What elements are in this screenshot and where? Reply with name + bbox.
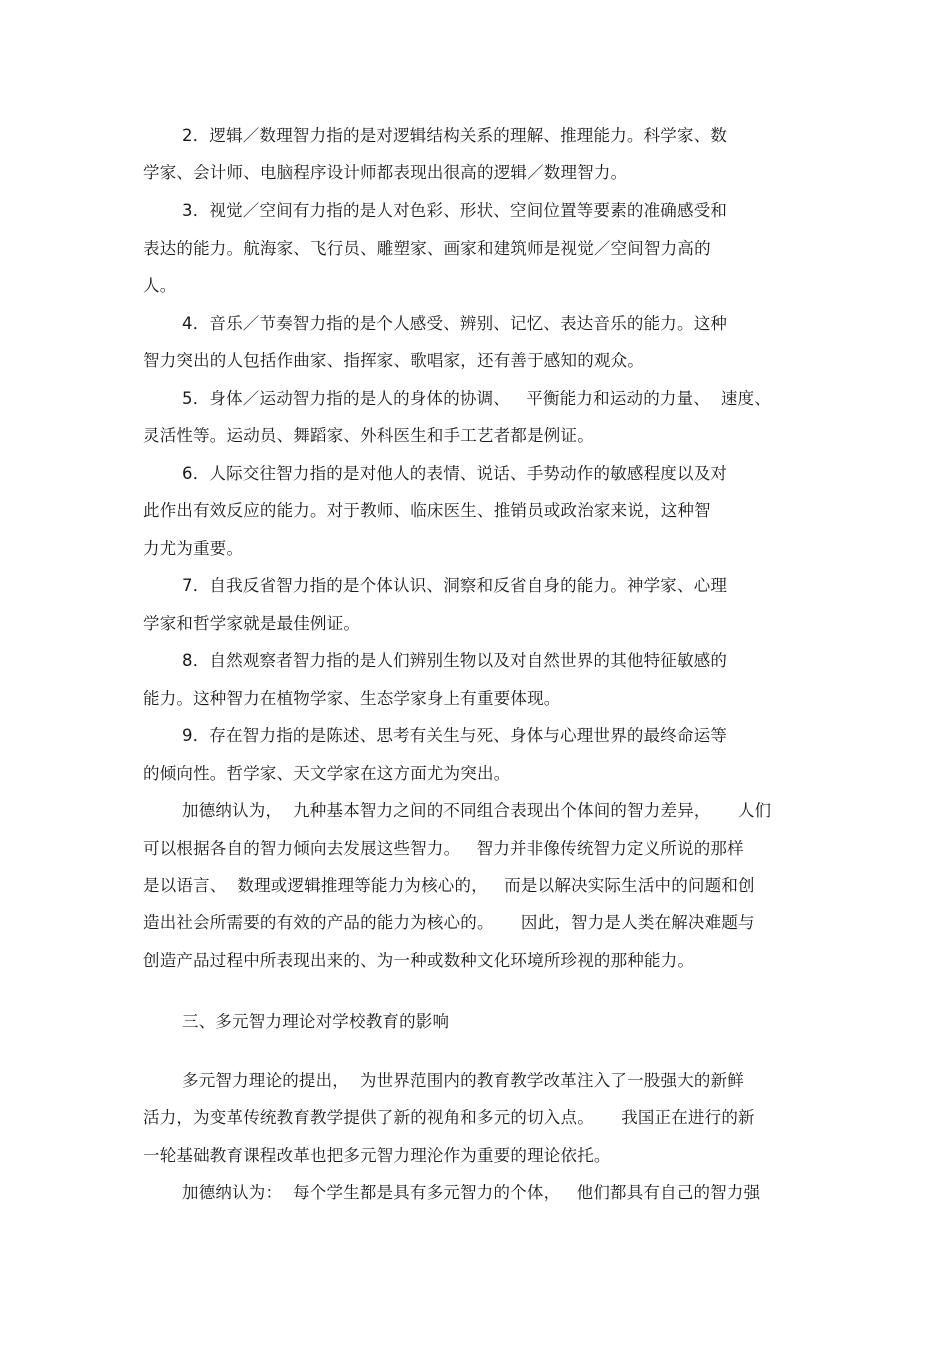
paragraph-line: 此作出有效反应的能力。对于教师、临床医生、推销员或政治家来说，这种智 [143,501,711,520]
paragraph-line: 活力，为变革传统教育教学提供了新的视角和多元的切入点。 我国正在进行的新 [143,1108,755,1127]
paragraph-line: 人。 [143,276,177,295]
paragraph-line: 2．逻辑／数理智力指的是对逻辑结构关系的理解、推理能力。科学家、数 [182,126,728,145]
paragraph-line: 的倾向性。哲学家、天文学家在这方面尤为突出。 [143,764,511,783]
paragraph-line: 学家和哲学家就是最佳例证。 [143,614,361,633]
paragraph-line: 力尤为重要。 [143,539,244,558]
paragraph-line: 灵活性等。运动员、舞蹈家、外科医生和手工艺者都是例证。 [143,426,594,445]
paragraph-line: 5．身体／运动智力指的是人的身体的协调、 平衡能力和运动的力量、 速度、 [182,389,772,408]
paragraph-line: 造出社会所需要的有效的产品的能力为核心的。 因此，智力是人类在解决难题与 [143,913,755,932]
paragraph-line: 创造产品过程中所表现出来的、为一种或数种文化环境所珍视的那种能力。 [143,951,695,970]
paragraph-line: 是以语言、 数理或逻辑推理等能力为核心的， 而是以解决实际生活中的问题和创 [143,876,755,895]
paragraph-line: 7．自我反省智力指的是个体认识、洞察和反省自身的能力。神学家、心理 [182,576,728,595]
paragraph-line: 9．存在智力指的是陈述、思考有关生与死、身体与心理世界的最终命运等 [182,726,728,745]
paragraph-line: 4．音乐／节奏智力指的是个人感受、辨别、记忆、表达音乐的能力。这种 [182,314,728,333]
paragraph-line: 6．人际交往智力指的是对他人的表情、说话、手势动作的敏感程度以及对 [182,464,728,483]
section-heading: 三、多元智力理论对学校教育的影响 [182,1012,450,1031]
paragraph-line: 学家、会计师、电脑程序设计师都表现出很高的逻辑／数理智力。 [143,163,628,182]
paragraph-line: 能力。这种智力在植物学家、生态学家身上有重要体现。 [143,689,561,708]
paragraph-line: 加德纳认为， 九种基本智力之间的不同组合表现出个体间的智力差异， 人们 [182,801,772,820]
paragraph-line: 多元智力理论的提出， 为世界范围内的教育教学改革注入了一股强大的新鲜 [182,1071,744,1090]
paragraph-line: 一轮基础教育课程改革也把多元智力理沦作为重要的理论依托。 [143,1146,611,1165]
paragraph-line: 表达的能力。航海家、飞行员、雕塑家、画家和建筑师是视觉／空间智力高的 [143,239,711,258]
paragraph-line: 加德纳认为： 每个学生都是具有多元智力的个体， 他们都具有自己的智力强 [182,1183,761,1202]
paragraph-line: 3．视觉／空间有力指的是人对色彩、形状、空间位置等要素的准确感受和 [182,201,728,220]
paragraph-line: 可以根据各自的智力倾向去发展这些智力。 智力并非像传统智力定义所说的那样 [143,839,744,858]
paragraph-line: 智力突出的人包括作曲家、指挥家、歌唱家，还有善于感知的观众。 [143,351,644,370]
paragraph-line: 8．自然观察者智力指的是人们辨别生物以及对自然世界的其他特征敏感的 [182,651,728,670]
